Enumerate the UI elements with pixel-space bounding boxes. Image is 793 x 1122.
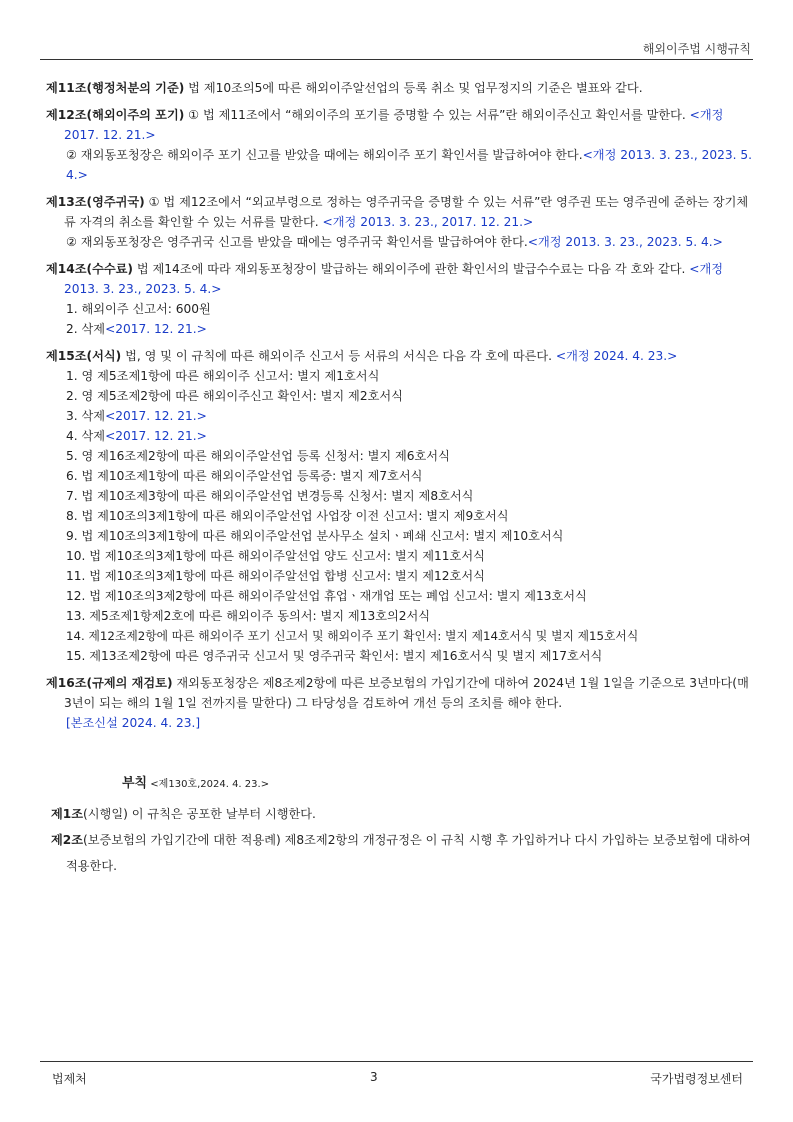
list-item (46, 299, 752, 319)
article-text: ① 법 제11조에서 “해외이주의 포기를 증명할 수 있는 서류”란 해외이주신고 확인서를 말한다. (184, 108, 686, 122)
list-item-text: 2. 영 제5조제2항에 따른 해외이주신고 확인서: 별지 제2호서식 (66, 389, 403, 403)
addenda-article-2 (46, 827, 752, 879)
addenda-heading (46, 773, 752, 795)
addenda-article-1 (46, 801, 752, 827)
header-divider (40, 59, 753, 60)
list-item-text: 15. 제13조제2항에 따른 영주귀국 신고서 및 영주귀국 확인서: 별지 제16호서식 및 별지 제17호서식 (66, 649, 603, 663)
list-item (46, 386, 752, 406)
list-item (46, 626, 752, 646)
article-text: 법 제14조에 따라 재외동포청장이 발급하는 해외이주에 관한 확인서의 발급수수료는 다음 각 호와 같다. (132, 262, 686, 276)
addenda-number: <제130호,2024. 4. 23.> (147, 779, 270, 790)
amendment-note: <2017. 12. 21.> (105, 322, 207, 336)
article-12 (46, 105, 752, 185)
paragraph-text: ② 재외동포청장은 영주귀국 신고를 받았을 때에는 영주귀국 확인서를 발급하여야 한다. (66, 235, 528, 249)
article-text: 법, 영 및 이 규칙에 따른 해외이주 신고서 등 서류의 서식은 다음 각 호에 따른다. (121, 349, 553, 363)
footer-divider (40, 1061, 753, 1062)
list-item-text: 1. 영 제5조제1항에 따른 해외이주 신고서: 별지 제1호서식 (66, 369, 380, 383)
addenda-article-text: (보증보험의 가입기간에 대한 적용례) 제8조제2항의 개정규정은 이 규칙 시행 후 가입하거나 다시 가입하는 보증보험에 대하여 적용한다. (66, 833, 751, 873)
article-11 (46, 78, 752, 98)
footer-publisher: 법제처 (52, 1072, 87, 1086)
article-title: 제14조(수수료) (46, 262, 133, 276)
amendment-note: <개정 2013. 3. 23., 2017. 12. 21.> (318, 215, 534, 229)
list-item-text: 4. 삭제 (66, 429, 106, 443)
addenda-article-label: 제1조 (51, 807, 84, 821)
amendment-note: <개정 2013. 3. 23., 2023. 5. 4.> (64, 262, 724, 296)
list-item (46, 586, 752, 606)
article-title: 제15조(서식) (46, 349, 122, 363)
amendment-note: <개정 2024. 4. 23.> (552, 349, 678, 363)
amendment-note: <개정 2013. 3. 23., 2023. 5. 4.> (527, 235, 723, 249)
list-item-text: 13. 제5조제1항제2호에 따른 해외이주 동의서: 별지 제13호의2서식 (66, 609, 431, 623)
list-item (46, 406, 752, 426)
amendment-note: <2017. 12. 21.> (105, 409, 207, 423)
amendment-note: <2017. 12. 21.> (105, 429, 207, 443)
list-item (46, 486, 752, 506)
addenda-article-label: 제2조 (51, 833, 84, 847)
article-16 (46, 673, 752, 733)
list-item (46, 319, 752, 339)
document-header-title: 해외이주법 시행규칙 (642, 42, 751, 56)
article-15 (46, 346, 752, 666)
list-item-text: 3. 삭제 (66, 409, 106, 423)
list-item-text: 9. 법 제10조의3제1항에 따른 해외이주알선업 분사무소 설치ㆍ폐쇄 신고서: 별지 제10호서식 (66, 529, 564, 543)
list-item (46, 446, 752, 466)
list-item-text: 6. 법 제10조제1항에 따른 해외이주알선업 등록증: 별지 제7호서식 (66, 469, 423, 483)
list-item (46, 546, 752, 566)
list-item (46, 366, 752, 386)
article-text: 법 제10조의5에 따른 해외이주알선업의 등록 취소 및 업무정지의 기준은 별표와 같다. (184, 81, 643, 95)
list-item-text: 2. 삭제 (66, 322, 106, 336)
article-text: ① 법 제12조에서 “외교부령으로 정하는 영주귀국을 증명할 수 있는 서류”란 영주권 또는 영주권에 준하는 장기체류 자격의 취소를 확인할 수 있는 서류를 말한다. (64, 195, 749, 229)
list-item (46, 426, 752, 446)
list-item-text: 7. 법 제10조제3항에 따른 해외이주알선업 변경등록 신청서: 별지 제8호서식 (66, 489, 474, 503)
list-item (46, 606, 752, 626)
article-title: 제13조(영주귀국) (46, 195, 145, 209)
article-title: 제12조(해외이주의 포기) (46, 108, 185, 122)
list-item (46, 466, 752, 486)
footer-source: 국가법령정보센터 (650, 1072, 743, 1086)
list-item-text: 8. 법 제10조의3제1항에 따른 해외이주알선업 사업장 이전 신고서: 별지 제9호서식 (66, 509, 509, 523)
article-13 (46, 192, 752, 252)
article-title: 제16조(규제의 재검토) (46, 676, 173, 690)
amendment-note: <개정 2013. 3. 23., 2023. 5. 4.> (66, 148, 752, 182)
addenda-article-text: (시행일) 이 규칙은 공포한 날부터 시행한다. (83, 807, 316, 821)
list-item-text: 11. 법 제10조의3제1항에 따른 해외이주알선업 합병 신고서: 별지 제12호서식 (66, 569, 485, 583)
article-title: 제11조(행정처분의 기준) (46, 81, 185, 95)
article-14 (46, 259, 752, 339)
amendment-note: <개정 2017. 12. 21.> (64, 108, 724, 142)
list-item (46, 506, 752, 526)
addenda-title: 부칙 (122, 776, 148, 791)
enactment-note: [본조신설 2024. 4. 23.] (66, 716, 201, 730)
list-item-text: 14. 제12조제2항에 따른 해외이주 포기 신고서 및 해외이주 포기 확인서: 별지 제14호서식 및 별지 제15호서식 (66, 629, 639, 643)
list-item-text: 1. 해외이주 신고서: 600원 (66, 302, 211, 316)
list-item (46, 566, 752, 586)
paragraph-text: ② 재외동포청장은 해외이주 포기 신고를 받았을 때에는 해외이주 포기 확인서를 발급하여야 한다. (66, 148, 583, 162)
list-item-text: 10. 법 제10조의3제1항에 따른 해외이주알선업 양도 신고서: 별지 제11호서식 (66, 549, 485, 563)
page-number: 3 (370, 1070, 378, 1084)
list-item (46, 646, 752, 666)
list-item-text: 12. 법 제10조의3제2항에 따른 해외이주알선업 휴업ㆍ재개업 또는 폐업 신고서: 별지 제13호서식 (66, 589, 587, 603)
list-item (46, 526, 752, 546)
article-text: 재외동포청장은 제8조제2항에 따른 보증보험의 가입기간에 대하여 2024년 1월 1일을 기준으로 3년마다(매 3년이 되는 해의 1월 1일 전까지를 말한다) 그 타당성을 검토하여 개선 등의 조치를 해야 한다. (64, 676, 749, 710)
document-body (46, 78, 752, 879)
list-item-text: 5. 영 제16조제2항에 따른 해외이주알선업 등록 신청서: 별지 제6호서식 (66, 449, 450, 463)
